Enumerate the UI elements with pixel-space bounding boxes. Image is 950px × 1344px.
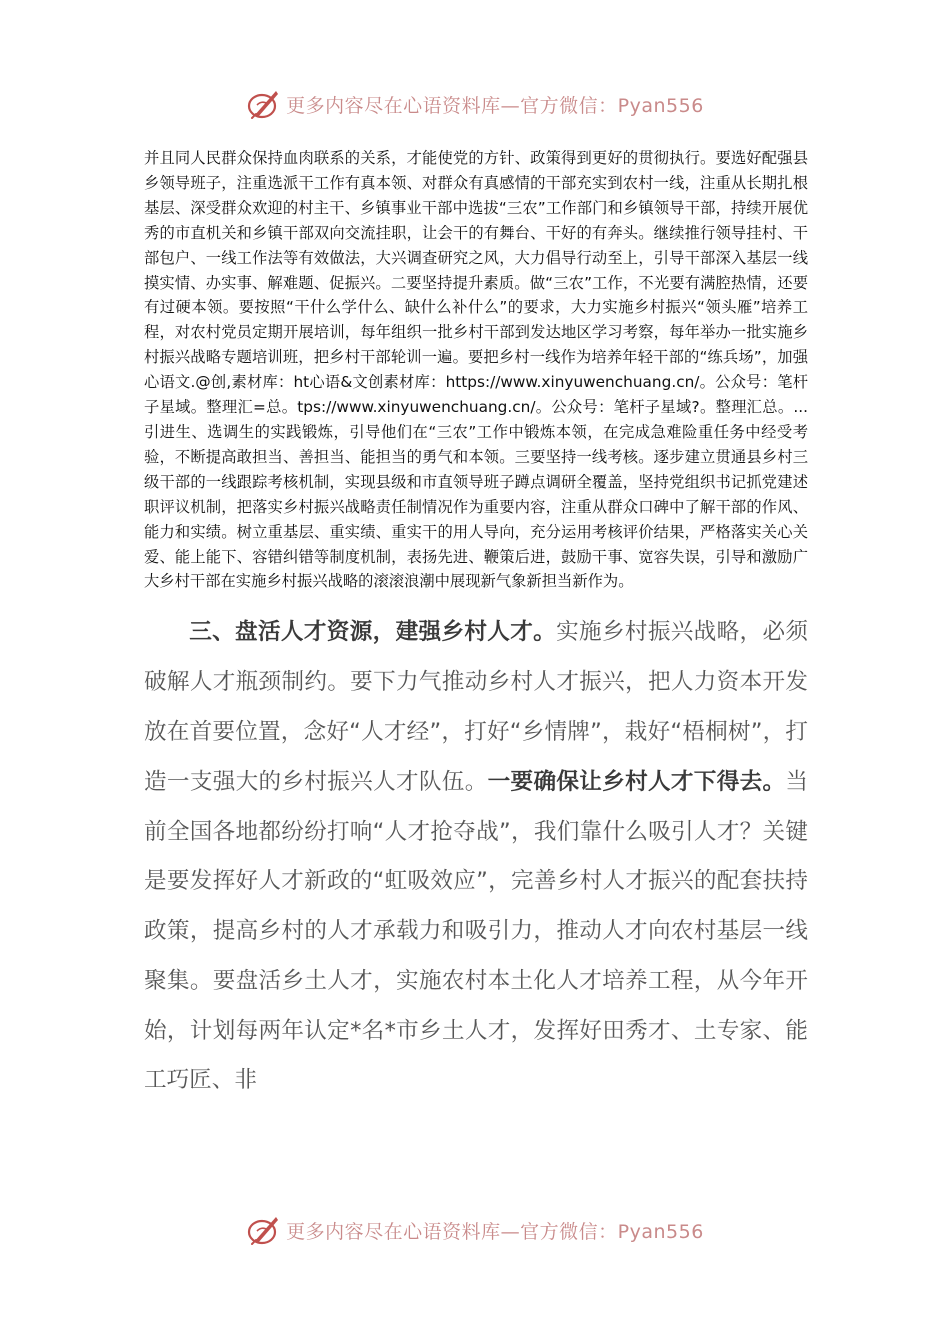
quill-pen-icon (246, 86, 282, 122)
point-1-heading: 一要确保让乡村人才下得去。 (487, 768, 786, 795)
paragraph-1: 并且同人民群众保持血肉联系的关系，才能使党的方针、政策得到更好的贯彻执行。要选好配强县乡领导班子，注重选派干工作有真本领、对群众有真感情的干部充实到农村一线，注重从长期扎根基层、深受群众欢迎的村主干、乡镇事业干部中选拔“三农”工作部门和乡镇领导干部，持续开展优秀的市直机关和乡镇干部双向交流挂职，让会干的有舞台、干好的有奔头。继续推行领导挂村、干部包户、一线工作法等有效做法，大兴调查研究之风，大力倡导行动至上，引导干部深入基层一线摸实情、办实事、解难题、促振兴。二要坚持提升素质。做“三农”工作，不光要有满腔热情，还要有过硬本领。要按照“干什么学什么、缺什么补什么”的要求，大力实施乡村振兴“领头雁”培养工程，对农村党员定期开展培训，每年组织一批乡村干部到发达地区学习考察，每年举办一批实施乡村振兴战略专题培训班，把乡村干部轮训一遍。要把乡村一线作为培养年轻干部的“练兵场”，加强心语文.@创,素材库：ht心语&文创素材库：https://www.xinyuwenchuang.cn/。公众号：笔杆子星域。整理汇=总。tps://www.xinyuwenchuang.cn/。公众号：笔杆子星域?。整理汇总。...引进生、选调生的实践锻炼，引导他们在“三农”工作中锻炼本领，在完成急难险重任务中经受考验，不断提高敢担当、善担当、能担当的勇气和本领。三要坚持一线考核。逐步建立贯通县乡村三级干部的一线跟踪考核机制，实现县级和市直领导班子蹲点调研全覆盖，坚持党组织书记抓党建述职评议机制，把落实乡村振兴战略责任制情况作为重要内容，注重从群众口碑中了解干部的作风、能力和实绩。树立重基层、重实绩、重实干的用人导向，充分运用考核评价结果，严格落实关心关爱、能上能下、容错纠错等制度机制，表扬先进、鞭策后进，鼓励干事、宽容失误，引导和激励广大乡村干部在实施乡村振兴战略的滚滚浪潮中展现新气象新担当新作为。 (144, 149, 808, 591)
section-3-paragraph (144, 608, 808, 1106)
section-3-heading: 三、盘活人才资源，建强乡村人才。 (189, 619, 557, 646)
document-body (144, 146, 808, 1106)
watermark-wechat-id: Pyan556 (617, 1220, 704, 1243)
watermark-text: 更多内容尽在心语资料库—官方微信：Pyan556 (286, 94, 704, 117)
watermark-text: 更多内容尽在心语资料库—官方微信：Pyan556 (286, 1220, 704, 1243)
section-3-text-2: 当前全国各地都纷纷打响“人才抢夺战”，我们靠什么吸引人才？关键是要发挥好人才新政的“虹吸效应”，完善乡村人才振兴的配套扶持政策，提高乡村的人才承载力和吸引力，推动人才向农村基层一线聚集。要盘活乡土人才，实施农村本土化人才培养工程，从今年开始，计划每两年认定*名*市乡土人才，发挥好田秀才、土专家、能工巧匠、非 (144, 768, 809, 1094)
section-3-text-1: 实施乡村振兴战略，必须破解人才瓶颈制约。要下力气推动乡村人才振兴，把人力资本开发放在首要位置，念好“人才经”，打好“乡情牌”，栽好“梧桐树”，打造一支强大的乡村振兴人才队伍。 (144, 619, 809, 795)
quill-pen-icon (246, 1212, 282, 1248)
header-watermark (0, 82, 950, 126)
watermark-wechat-id: Pyan556 (617, 94, 704, 117)
footer-watermark (0, 1208, 950, 1252)
